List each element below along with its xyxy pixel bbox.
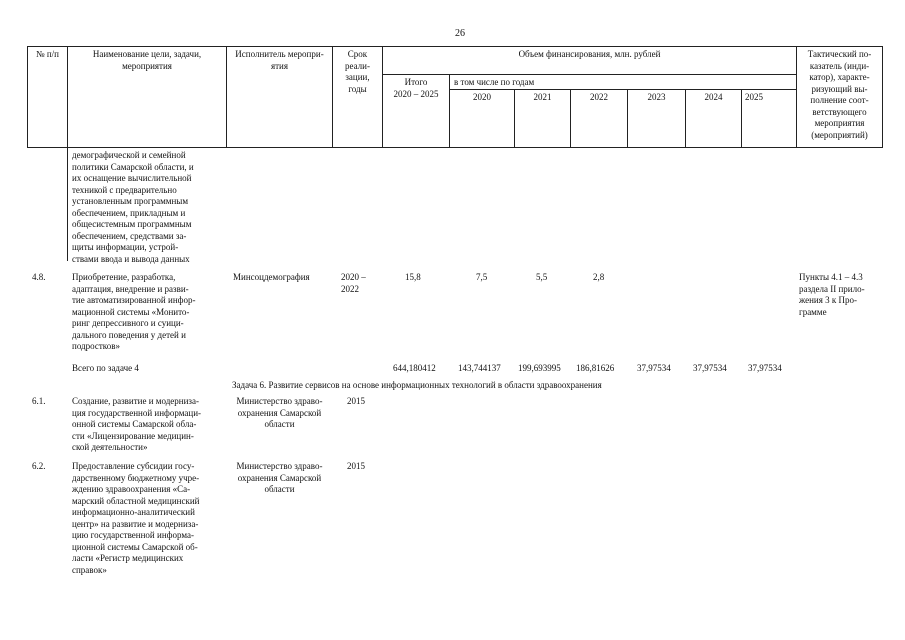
row-4-8-executor: Минсоцдемография xyxy=(233,272,310,282)
total-task-4-total: 644,180412 xyxy=(393,363,436,373)
page-number: 26 xyxy=(455,28,465,39)
row-6-1-name: Создание, развитие и модерниза- ция государственной информаци- онной системы Самарской обла- сти «Лицензирование медицин- ской деятельности» xyxy=(72,396,202,452)
row-6-2-executor: Министерство здраво- охранения Самарской области xyxy=(236,461,323,494)
header-year-2024: 2024 xyxy=(704,92,723,102)
row-6-1-executor: Министерство здраво- охранения Самарской области xyxy=(236,396,323,429)
row-4-8-indicator: Пункты 4.1 – 4.3 раздела II прило- жения 3 к Про- грамме xyxy=(799,272,865,317)
total-task-4-2020: 143,744137 xyxy=(458,363,501,373)
total-task-4-2021: 199,693995 xyxy=(518,363,561,373)
task-6-heading: Задача 6. Развитие сервисов на основе информационных технологий в области здравоохранения xyxy=(232,380,602,390)
header-name: Наименование цели, задачи, мероприятия xyxy=(92,49,202,71)
header-funding: Объем финансирования, млн. рублей xyxy=(518,49,661,59)
row-4-8-term: 2020 – 2022 xyxy=(341,272,366,294)
header-executor: Исполнитель меропри- ятия xyxy=(235,49,324,71)
row-6-2-name: Предоставление субсидии госу- дарственному бюджетному учре- ждению здравоохранения «Са- марский областной медицинский информационно-аналитический центр» на развитие и модерниза- цию государственной информа- ционной системы Самарской об- ласти «Регистр медицинских справок» xyxy=(72,461,200,575)
row-4-8-num: 4.8. xyxy=(32,272,46,282)
header-total: Итого 2020 – 2025 xyxy=(393,77,439,99)
total-task-4-2024: 37,97534 xyxy=(693,363,727,373)
header-year-2021: 2021 xyxy=(533,92,552,102)
total-task-4-2023: 37,97534 xyxy=(637,363,671,373)
row-4-8-name: Приобретение, разработка, адаптация, внедрение и разви- тие автоматизированной инфор- мационной системы «Монито- ринг депрессивного и суици- дального поведения у детей и подростков» xyxy=(72,272,196,351)
row-4-8-2021: 5,5 xyxy=(536,272,548,282)
row-6-1-term: 2015 xyxy=(347,396,365,406)
header-term: Срок реали- зации, годы xyxy=(345,49,370,94)
total-task-4-label: Всего по задаче 4 xyxy=(72,363,139,373)
header-num: № п/п xyxy=(36,49,59,59)
continued-row-text: демографической и семейной политики Самарской области, и их оснащение вычислительной техникой с предварительно установленным программным обеспечением, прикладным и общесистемным программным обеспечением, средствами за- щиты информации, устрой- ствами ввода и вывода данных xyxy=(72,150,194,264)
total-task-4-2025: 37,97534 xyxy=(748,363,782,373)
header-year-2020: 2020 xyxy=(473,92,491,102)
header-year-2025: 2025 xyxy=(745,92,763,102)
row-4-8-2020: 7,5 xyxy=(476,272,488,282)
header-year-2022: 2022 xyxy=(590,92,608,102)
header-by-years: в том числе по годам xyxy=(454,77,535,87)
row-6-2-num: 6.2. xyxy=(32,461,46,471)
row-6-2-term: 2015 xyxy=(347,461,365,471)
total-task-4-2022: 186,81626 xyxy=(576,363,615,373)
row-6-1-num: 6.1. xyxy=(32,396,46,406)
row-4-8-total: 15,8 xyxy=(405,272,421,282)
header-year-2023: 2023 xyxy=(647,92,666,102)
header-indicator: Тактический по- казатель (инди- катор), характе- ризующий вы- полнение соот- ветствующего мероприятия (мероприятий) xyxy=(807,49,872,140)
row-4-8-2022: 2,8 xyxy=(593,272,605,282)
